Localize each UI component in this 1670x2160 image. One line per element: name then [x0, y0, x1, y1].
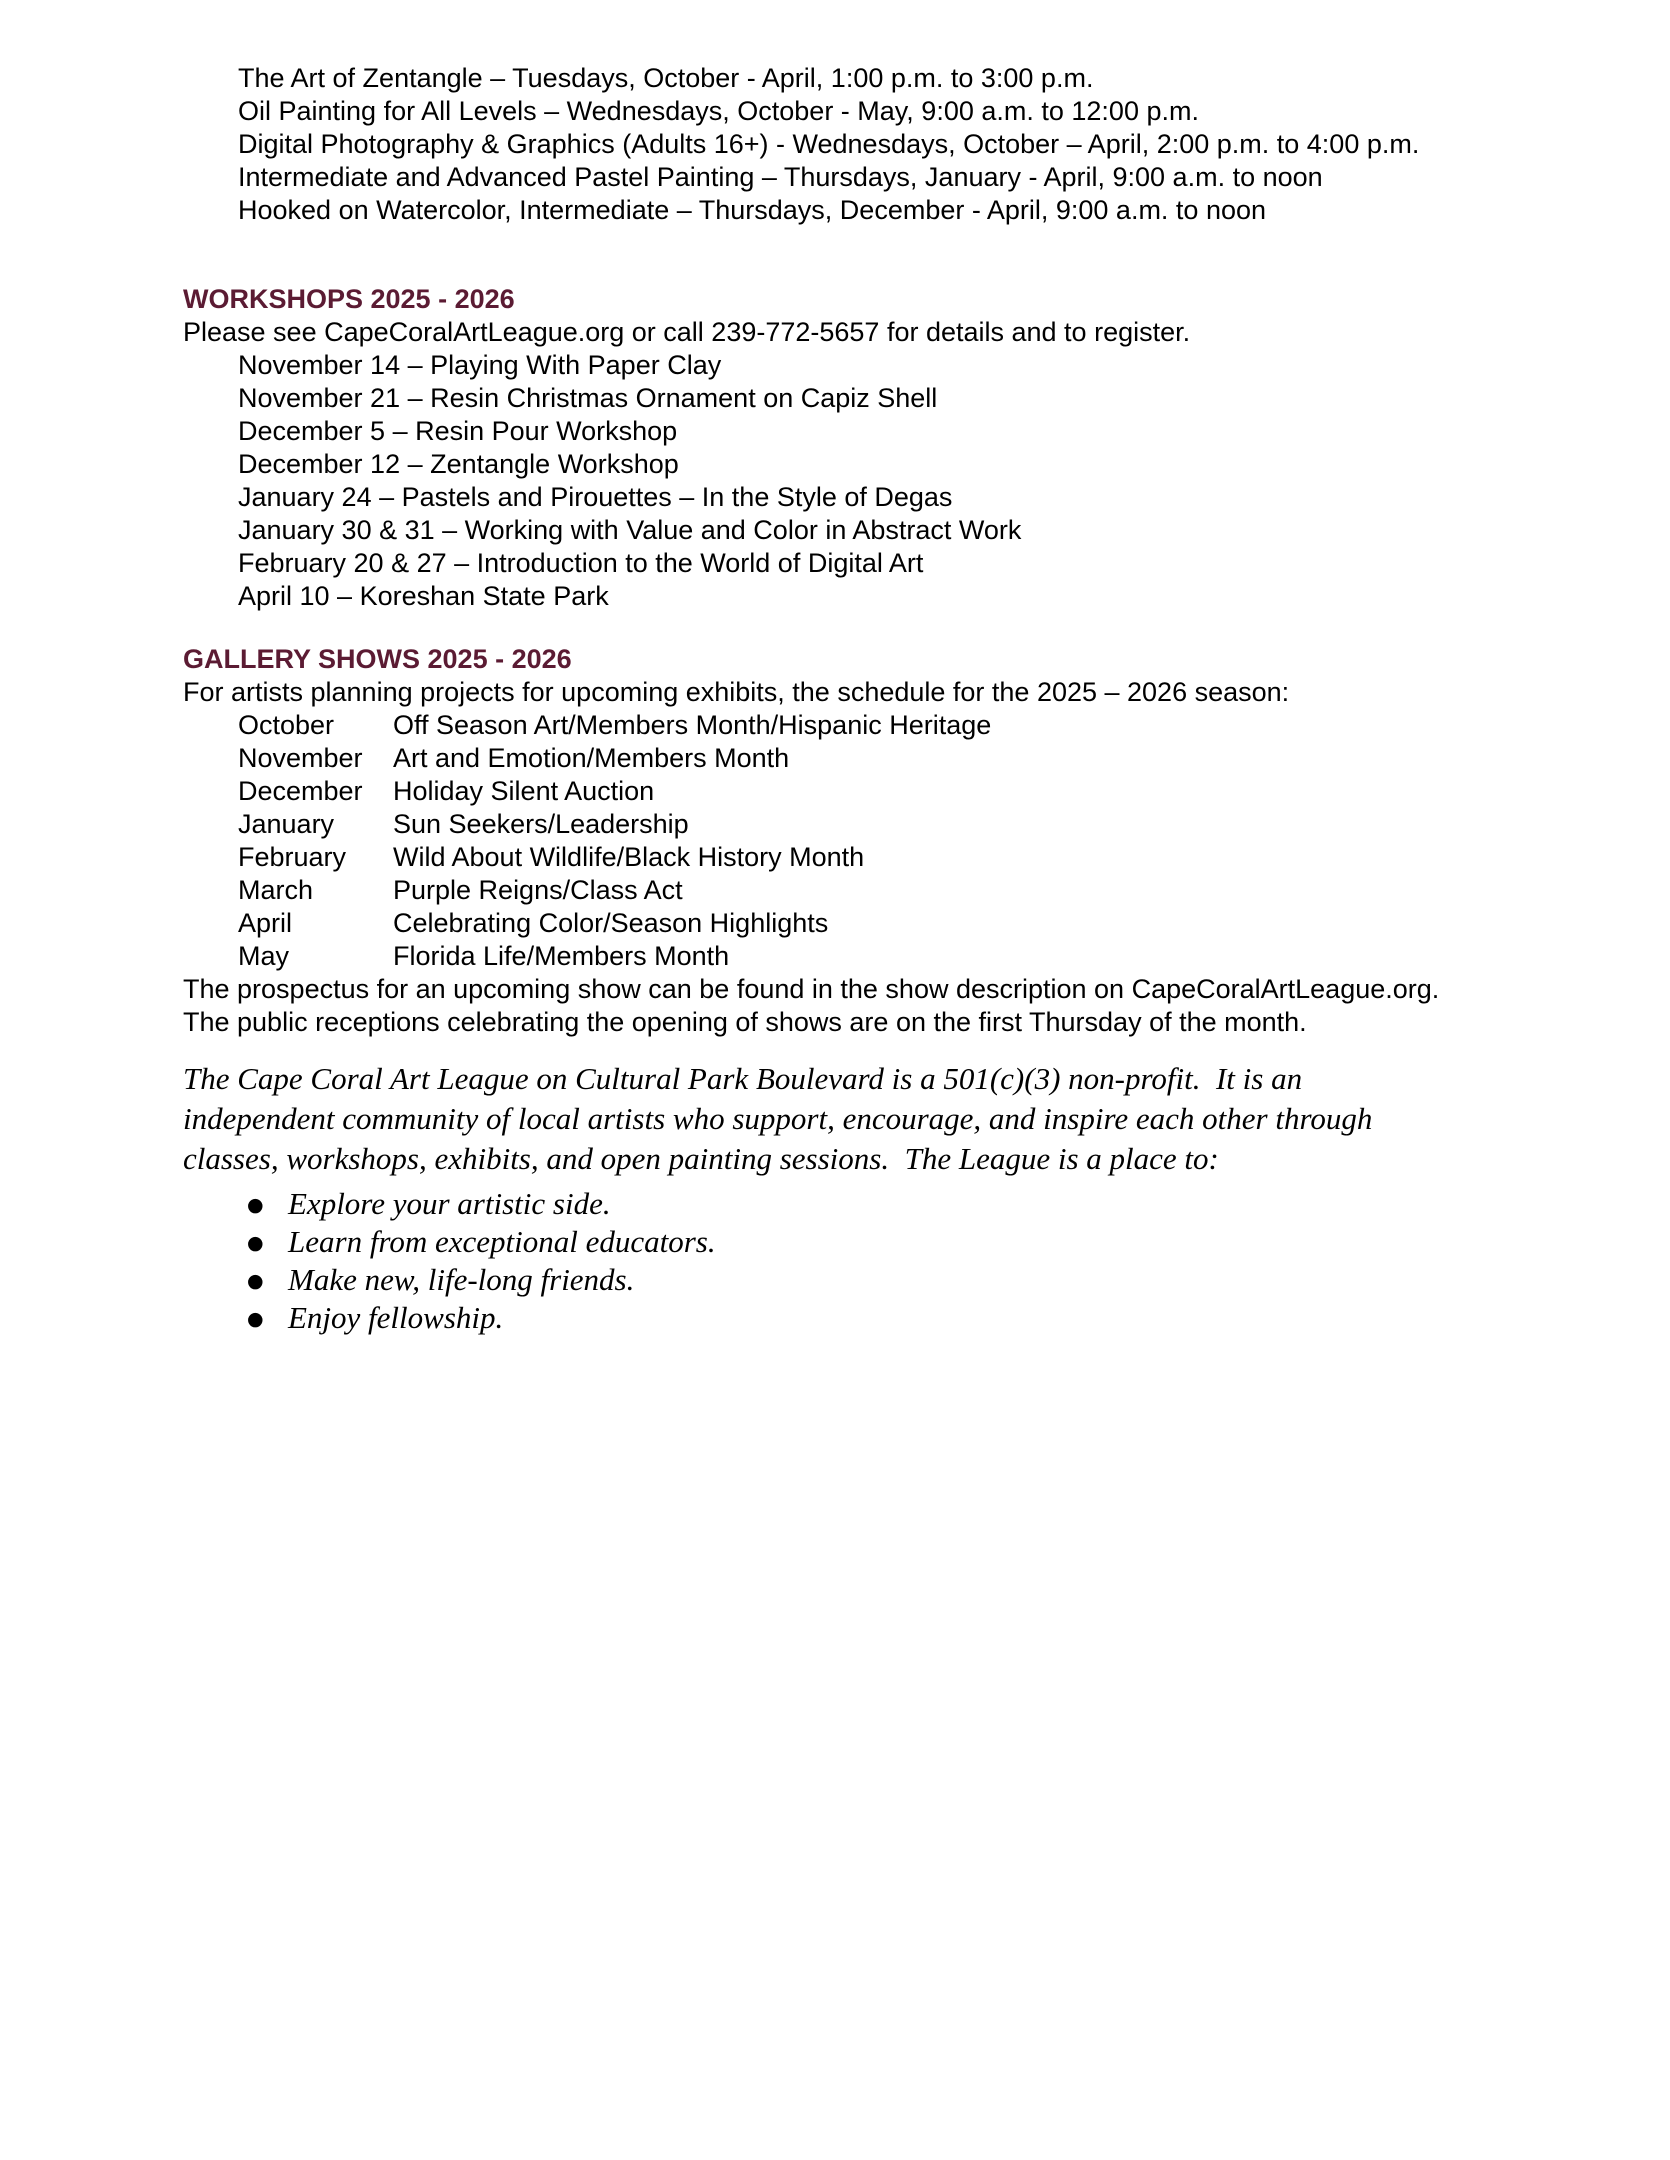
about-bullet-text: Learn from exceptional educators.: [288, 1224, 716, 1259]
gallery-show-title: Wild About Wildlife/Black History Month: [393, 842, 865, 872]
workshop-item: April 10 – Koreshan State Park: [238, 581, 609, 611]
class-schedule-item: The Art of Zentangle – Tuesdays, October - April, 1:00 p.m. to 3:00 p.m.: [238, 63, 1094, 93]
about-bullet-item: [183, 1223, 1560, 1261]
gallery-notes: [183, 973, 1560, 1039]
gallery-shows-heading: GALLERY SHOWS 2025 - 2026: [183, 644, 572, 674]
gallery-show-row: [238, 940, 1560, 973]
about-section: [183, 1059, 1560, 1337]
bullet-icon: ●: [247, 1194, 264, 1216]
gallery-show-month: November: [238, 743, 363, 773]
about-bullet-item: [183, 1261, 1560, 1299]
workshop-item: November 21 – Resin Christmas Ornament on Capiz Shell: [238, 383, 938, 413]
workshops-heading: WORKSHOPS 2025 - 2026: [183, 284, 515, 314]
bullet-icon: ●: [247, 1232, 264, 1254]
workshop-item: December 5 – Resin Pour Workshop: [238, 416, 678, 446]
bullet-icon: ●: [247, 1308, 264, 1330]
about-bullet-item: [183, 1185, 1560, 1223]
workshop-item: December 12 – Zentangle Workshop: [238, 449, 679, 479]
gallery-show-title: Art and Emotion/Members Month: [393, 743, 790, 773]
gallery-show-title: Florida Life/Members Month: [393, 941, 730, 971]
gallery-show-month: March: [238, 875, 314, 905]
about-paragraph: [183, 1059, 1560, 1179]
gallery-show-title: Off Season Art/Members Month/Hispanic Heritage: [393, 710, 992, 740]
section-gap: [183, 1039, 1560, 1059]
gallery-show-row: [238, 709, 1560, 742]
gallery-show-title: Celebrating Color/Season Highlights: [393, 908, 829, 938]
workshop-item: January 30 & 31 – Working with Value and Color in Abstract Work: [238, 515, 1022, 545]
workshop-item: January 24 – Pastels and Pirouettes – In the Style of Degas: [238, 482, 953, 512]
workshops-list: [183, 349, 1560, 613]
gallery-note-line: The prospectus for an upcoming show can be found in the show description on CapeCoralArtLeague.org.: [183, 974, 1440, 1004]
about-paragraph-line: The Cape Coral Art League on Cultural Park Boulevard is a 501(c)(3) non-profit. It is an: [183, 1061, 1303, 1096]
gallery-show-month: October: [238, 710, 335, 740]
workshops-intro: Please see CapeCoralArtLeague.org or call 239-772-5657 for details and to register.: [183, 317, 1191, 347]
workshop-item: February 20 & 27 – Introduction to the World of Digital Art: [238, 548, 924, 578]
about-bullet-text: Explore your artistic side.: [288, 1186, 611, 1221]
gallery-show-month: January: [238, 809, 335, 839]
gallery-show-row: [238, 874, 1560, 907]
gallery-show-month: February: [238, 842, 347, 872]
gallery-show-month: December: [238, 776, 363, 806]
gallery-show-row: [238, 742, 1560, 775]
gallery-show-month: April: [238, 908, 293, 938]
gallery-show-month: May: [238, 941, 290, 971]
gallery-show-row: [238, 907, 1560, 940]
section-gap: [183, 613, 1560, 643]
class-schedule-item: Digital Photography & Graphics (Adults 16+) - Wednesdays, October – April, 2:00 p.m. to 4:00 p.m.: [238, 129, 1420, 159]
gallery-show-title: Sun Seekers/Leadership: [393, 809, 689, 839]
class-schedule-item: Intermediate and Advanced Pastel Painting – Thursdays, January - April, 9:00 a.m. to noon: [238, 162, 1323, 192]
gallery-show-title: Holiday Silent Auction: [393, 776, 655, 806]
about-bullet-text: Enjoy fellowship.: [288, 1300, 504, 1335]
workshop-item: November 14 – Playing With Paper Clay: [238, 350, 722, 380]
gallery-show-title: Purple Reigns/Class Act: [393, 875, 683, 905]
about-paragraph-line: classes, workshops, exhibits, and open painting sessions. The League is a place to:: [183, 1141, 1219, 1176]
class-schedule-item: Oil Painting for All Levels – Wednesdays, October - May, 9:00 a.m. to 12:00 p.m.: [238, 96, 1199, 126]
class-schedule-list: [183, 62, 1560, 227]
about-bullet-list: [183, 1185, 1560, 1337]
gallery-show-row: [238, 841, 1560, 874]
bullet-icon: ●: [247, 1270, 264, 1292]
gallery-show-row: [238, 808, 1560, 841]
about-bullet-text: Make new, life-long friends.: [288, 1262, 635, 1297]
gallery-shows-intro: For artists planning projects for upcoming exhibits, the schedule for the 2025 – 2026 season:: [183, 677, 1290, 707]
about-paragraph-line: independent community of local artists who support, encourage, and inspire each other through: [183, 1101, 1373, 1136]
gallery-show-row: [238, 775, 1560, 808]
gallery-note-line: The public receptions celebrating the opening of shows are on the first Thursday of the month.: [183, 1007, 1307, 1037]
section-gap: [183, 227, 1560, 283]
class-schedule-item: Hooked on Watercolor, Intermediate – Thursdays, December - April, 9:00 a.m. to noon: [238, 195, 1267, 225]
about-bullet-item: [183, 1299, 1560, 1337]
gallery-shows-table: [183, 709, 1560, 973]
